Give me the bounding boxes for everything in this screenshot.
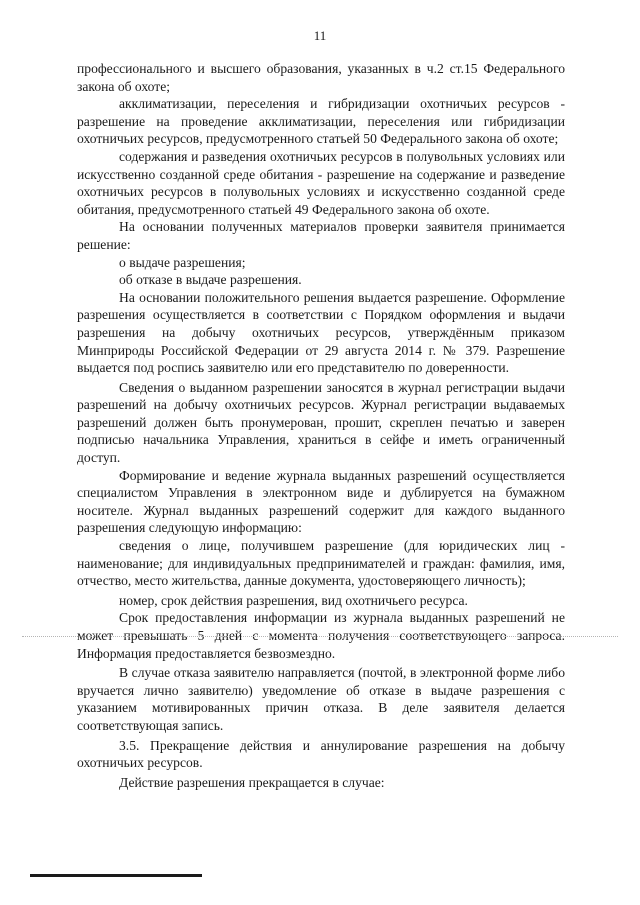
paragraph-keeping-breeding: содержания и разведения охотничьих ресурсов в полувольных условиях или искусственно созданной среде обитания - разрешение на содержание и разведение охотничьих ресурсов в полувольных условиях и искусственно созданной среде обитания, предусмотренного статьей 49 Федерального закона об охоте. (77, 148, 565, 217)
paragraph-acclimatization: акклиматизации, переселения и гибридизации охотничьих ресурсов - разрешение на проведение акклиматизации, переселения или гибридизации охотничьих ресурсов, предусмотренного статьей 50 Федерального закона об охоте; (77, 96, 565, 147)
paragraph-decision-basis: На основании полученных материалов проверки заявителя принимается решение: (77, 219, 565, 252)
bottom-rule (30, 874, 202, 877)
paragraph-education-continuation: профессионального и высшего образования, указанных в ч.2 ст.15 Федерального закона об охоте; (77, 61, 565, 94)
page-number: 11 (313, 28, 327, 43)
paragraph-decision-issue: о выдаче разрешения; (119, 254, 246, 270)
paragraph-refusal-notice: В случае отказа заявителю направляется (почтой, в электронной форме либо вручается лично заявителю) уведомление об отказе в выдаче разрешения с указанием мотивированных причин отказа. В деле заявителя делается соответствующая запись. (77, 665, 565, 733)
paragraph-journal-registration: Сведения о выданном разрешении заносятся в журнал регистрации выдачи разрешений на добычу охотничьих ресурсов. Журнал регистрации выдаваемых разрешений должен быть пронумерован, прошит, скреплен печатью и заверен подписью начальника Управления, храниться в сейфе и иметь ограниченный доступ. (77, 379, 565, 466)
paragraph-journal-keeping: Формирование и ведение журнала выданных разрешений осуществляется специалистом Управления в электронном виде и дублируется на бумажном носителе. Журнал выданных разрешений содержит для каждого выданного разрешения следующую информацию: (77, 467, 565, 536)
paragraph-recipient-info: сведения о лице, получившем разрешение (для юридических лиц - наименование; для индивидуальных предпринимателей и граждан: фамилия, имя, отчество, место жительства, данные документа, удостоверяющего личность); (77, 538, 565, 589)
scan-dotted-line (22, 636, 618, 637)
document-body (77, 60, 565, 791)
paragraph-positive-decision: На основании положительного решения выдается разрешение. Оформление разрешения осуществляется в соответствии с Порядком оформления и выдачи разрешения на добычу охотничьих ресурсов, утверждённым приказом Минприроды Российской Федерации от 29 августа 2014 г. № 379. Разрешение выдается под роспись заявителю или его представителю по доверенности. (77, 289, 565, 376)
paragraph-info-term: Срок предоставления информации из журнала выданных разрешений не может превышать 5 дней с момента получения соответствующего запроса. Информация предоставляется безвозмездно. (77, 610, 565, 661)
paragraph-permit-number: номер, срок действия разрешения, вид охотничьего ресурса. (119, 592, 468, 608)
paragraph-termination-cases: Действие разрешения прекращается в случае: (119, 774, 385, 790)
section-heading-3-5: 3.5. Прекращение действия и аннулирование разрешения на добычу охотничьих ресурсов. (77, 737, 565, 771)
paragraph-decision-refusal: об отказе в выдаче разрешения. (119, 272, 302, 288)
